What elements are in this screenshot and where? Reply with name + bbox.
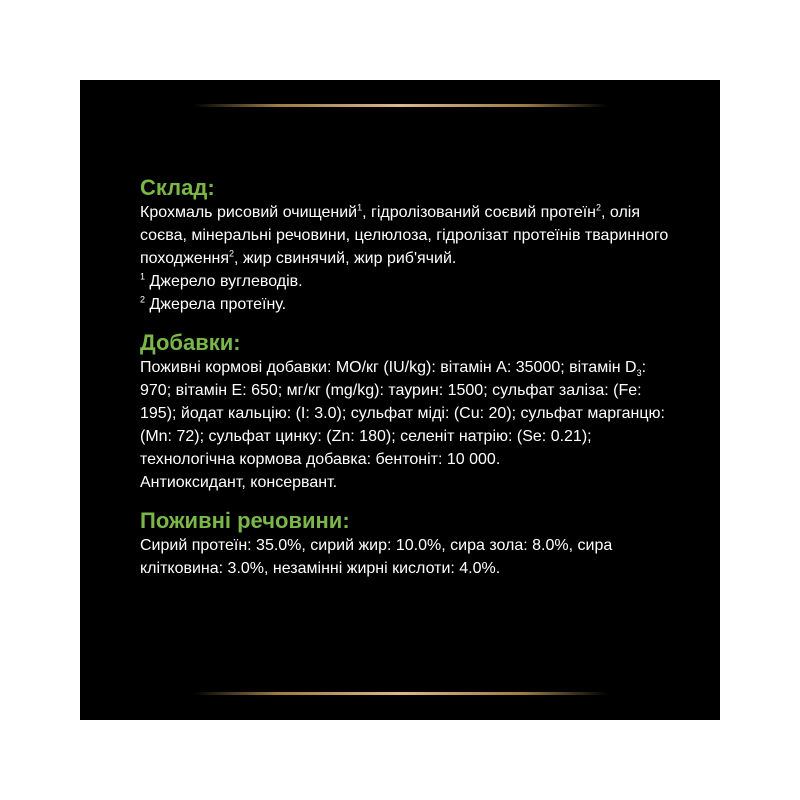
footnote-1 [140,270,680,293]
composition-text-part-1: Крохмаль рисовий очищений [140,204,358,221]
additives-subscript: 3 [636,368,642,379]
nutrients-text: Сирий протеїн: 35.0%, сирий жир: 10.0%, сира зола: 8.0%, сира клітковина: 3.0%, незамінні жирні кислоти: 4.0%. [140,537,613,577]
ingredients-panel [80,80,720,720]
additives-text-part-2: : 970; вітамін E: 650; мг/кг (mg/kg): таурин: 1500; сульфат заліза: (Fe: 195); йодат кальцію: (I: 3.0); сульфат міді: (Cu: 20); сульфат марганцю: (Mn: 72); сульфат цинку: (Zn: 180); селеніт натрію: (Se: 0.21); технологічна кормова добавка: бентоніт: 10 000. [140,359,665,468]
composition-text-part-2: , гідролізований соєвий протеїн [362,204,597,221]
footnote-1-text: Джерело вуглеводів. [145,273,303,290]
composition-section [140,175,680,316]
composition-superscript-3: 2 [229,248,235,259]
footnote-1-marker: 1 [140,271,146,282]
nutrients-heading: Поживні речовини: [140,508,350,533]
additives-text [140,356,680,471]
footnote-2-marker: 2 [140,294,146,305]
footnote-2-text: Джерела протеїну. [145,296,287,313]
composition-heading: Склад: [140,175,215,200]
top-gold-divider [193,104,608,107]
footnote-2 [140,293,680,316]
nutrients-section [140,508,680,580]
label-content [140,175,680,580]
additives-section [140,330,680,494]
bottom-gold-divider [193,692,608,695]
additives-text-part-1: Поживні кормові добавки: МО/кг (IU/kg): вітамін А: 35000; вітамін D [140,359,637,376]
composition-superscript-1: 1 [357,202,363,213]
additives-antioxidant-text: Антиоксидант, консервант. [140,474,338,491]
additives-heading: Добавки: [140,330,241,355]
composition-text [140,201,680,270]
composition-text-part-4: , жир свинячий, жир риб'ячий. [234,250,457,267]
composition-superscript-2: 2 [596,202,602,213]
composition-text-part-3: , олія соєва, мінеральні речовини, целюлоза, гідролізат протеїнів тваринного походження [140,204,669,267]
